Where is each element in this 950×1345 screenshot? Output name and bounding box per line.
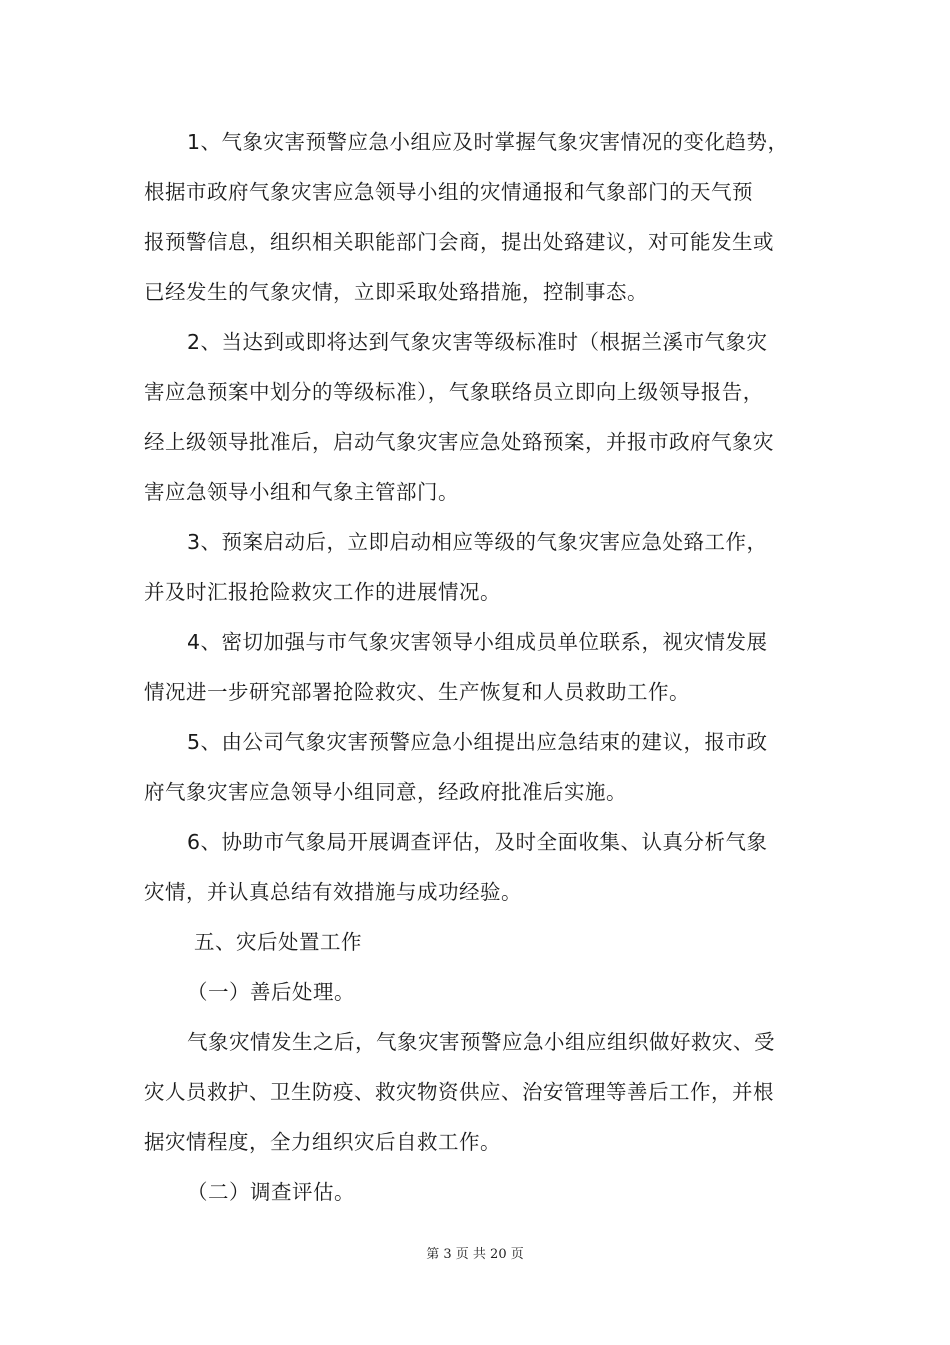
paragraph-3-line-1: 3、预案启动后，立即启动相应等级的气象灾害应急处臵工作， xyxy=(187,530,768,554)
paragraph-1-line-1: 1、气象灾害预警应急小组应及时掌握气象灾害情况的变化趋势， xyxy=(187,130,789,154)
paragraph-5-line-2: 府气象灾害应急领导小组同意，经政府批准后实施。 xyxy=(144,780,627,804)
paragraph-7-line-2: 灾人员救护、卫生防疫、救灾物资供应、治安管理等善后工作，并根 xyxy=(144,1080,774,1104)
paragraph-7-line-1: 气象灾情发生之后，气象灾害预警应急小组应组织做好救灾、受 xyxy=(187,1030,775,1054)
paragraph-4-line-1: 4、密切加强与市气象灾害领导小组成员单位联系，视灾情发展 xyxy=(187,630,768,654)
paragraph-2-line-4: 害应急领导小组和气象主管部门。 xyxy=(144,480,459,504)
paragraph-4-line-2: 情况进一步研究部署抢险救灾、生产恢复和人员救助工作。 xyxy=(144,680,690,704)
subsection-heading-2: （二）调查评估。 xyxy=(187,1180,355,1204)
paragraph-2-line-2: 害应急预案中划分的等级标准），气象联络员立即向上级领导报告， xyxy=(144,380,764,404)
paragraph-3-line-2: 并及时汇报抢险救灾工作的进展情况。 xyxy=(144,580,501,604)
paragraph-5-line-1: 5、由公司气象灾害预警应急小组提出应急结束的建议，报市政 xyxy=(187,730,768,754)
section-heading: 五、灾后处置工作 xyxy=(194,930,362,954)
paragraph-1-line-2: 根据市政府气象灾害应急领导小组的灾情通报和气象部门的天气预 xyxy=(144,180,753,204)
paragraph-6-line-2: 灾情，并认真总结有效措施与成功经验。 xyxy=(144,880,522,904)
subsection-heading-1: （一）善后处理。 xyxy=(187,980,355,1004)
paragraph-6-line-1: 6、协助市气象局开展调查评估，及时全面收集、认真分析气象 xyxy=(187,830,768,854)
page-number-footer: 第 3 页 共 20 页 xyxy=(426,1247,524,1262)
paragraph-1-line-4: 已经发生的气象灾情，立即采取处臵措施，控制事态。 xyxy=(144,280,648,304)
paragraph-2-line-1: 2、当达到或即将达到气象灾害等级标准时（根据兰溪市气象灾 xyxy=(187,330,768,354)
paragraph-2-line-3: 经上级领导批准后，启动气象灾害应急处臵预案，并报市政府气象灾 xyxy=(144,430,774,454)
paragraph-1-line-3: 报预警信息，组织相关职能部门会商，提出处臵建议，对可能发生或 xyxy=(144,230,774,254)
paragraph-7-line-3: 据灾情程度，全力组织灾后自救工作。 xyxy=(144,1130,501,1154)
